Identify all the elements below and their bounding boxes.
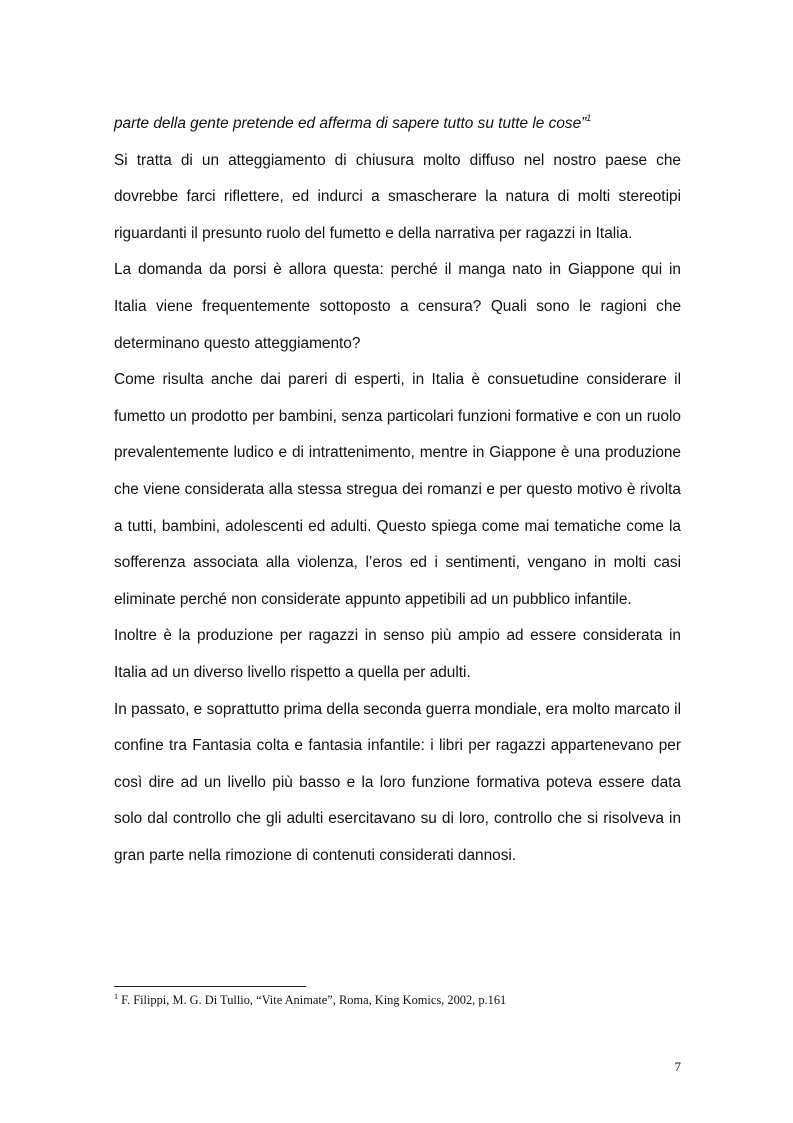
paragraph-4: Inoltre è la produzione per ragazzi in senso più ampio ad essere considerata in Italia ad un diverso livello rispetto a quella per adulti.: [114, 627, 681, 681]
paragraph-5: In passato, e soprattutto prima della seconda guerra mondiale, era molto marcato il confine tra Fantasia colta e fantasia infantile: i libri per ragazzi appartenevano per così dire ad un livello più basso e la loro funzione formativa poteva essere data solo dal controllo che gli adulti esercitavano su di loro, controllo che si risolveva in gran parte nella rimozione di contenuti considerati dannosi.: [114, 700, 681, 864]
footnote-number: 1: [114, 992, 118, 1001]
footnote-text: F. Filippi, M. G. Di Tullio, “Vite Animate”, Roma, King Komics, 2002, p.161: [118, 993, 507, 1007]
body-text: [114, 106, 681, 874]
footnote-reference[interactable]: 1: [586, 113, 592, 123]
footnote-separator: [114, 986, 306, 987]
page-number: 7: [674, 1059, 681, 1074]
paragraph-1: Si tratta di un atteggiamento di chiusura molto diffuso nel nostro paese che dovrebbe farci riflettere, ed indurci a smascherare la natura di molti stereotipi riguardanti il presunto ruolo del fumetto e della narrativa per ragazzi in Italia.: [114, 151, 681, 242]
paragraph-0: parte della gente pretende ed afferma di sapere tutto su tutte le cose”: [114, 115, 587, 132]
paragraph-2: La domanda da porsi è allora questa: perché il manga nato in Giappone qui in Italia viene frequentemente sottoposto a censura? Quali sono le ragioni che determinano questo atteggiamento?: [114, 261, 681, 352]
footnote: [114, 992, 681, 1008]
quote-ending-line: [114, 106, 681, 143]
paragraph-3: Come risulta anche dai pareri di esperti, in Italia è consuetudine considerare il fumetto un prodotto per bambini, senza particolari funzioni formative e con un ruolo prevalentemente ludico e di intrattenimento, mentre in Giappone è una produzione che viene considerata alla stessa stregua dei romanzi e per questo motivo è rivolta a tutti, bambini, adolescenti ed adulti. Questo spiega come mai tematiche come la sofferenza associata alla violenza, l’eros ed i sentimenti, vengano in molti casi eliminate perché non considerate appunto appetibili ad un pubblico infantile.: [114, 371, 681, 608]
